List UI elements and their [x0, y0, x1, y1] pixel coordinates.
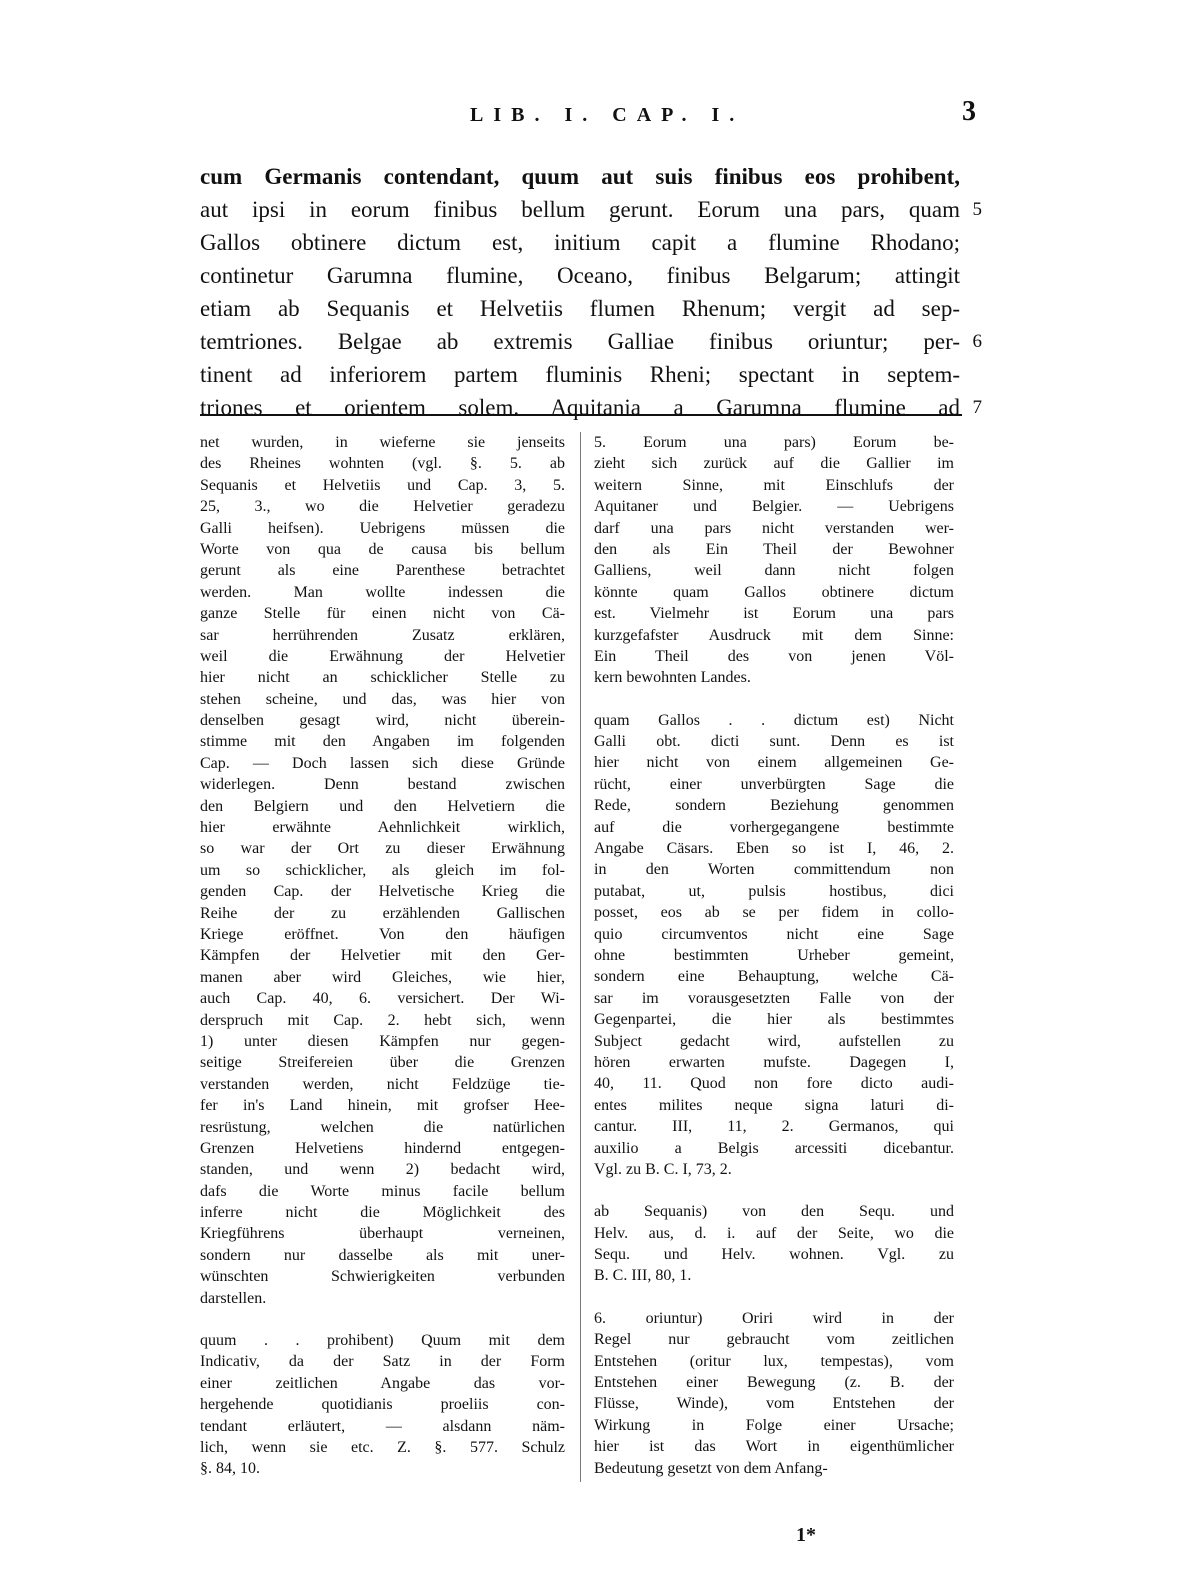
note-line: hier nicht von einem allgemeinen Ge-: [594, 754, 954, 772]
note-line: rücht, einer unverbürgten Sage die: [594, 775, 954, 793]
note-line: sondern nur dasselbe als mit uner-: [200, 1246, 565, 1264]
note-line: Bedeutung gesetzt von dem Anfang-: [594, 1459, 828, 1477]
note-line: Subject gedacht wird, aufstellen zu: [594, 1032, 954, 1050]
note-line: den Belgiern und den Helvetiern die: [200, 797, 565, 815]
note-line: tendant erläutert, — alsdann näm-: [200, 1417, 565, 1435]
main-line: [200, 391, 982, 424]
note-gap: [594, 689, 954, 710]
note-line: Indicativ, da der Satz in der Form: [200, 1353, 565, 1371]
note-line: Reihe der zu erzählenden Gallischen: [200, 904, 565, 922]
note-line: hören erwarten mufste. Dagegen I,: [594, 1053, 954, 1071]
page-number: 3: [962, 96, 976, 127]
note-line: posset, eos ab se per fidem in collo-: [594, 904, 954, 922]
note-line: denselben gesagt wird, nicht überein-: [200, 712, 565, 730]
note-line: auf die vorhergegangene bestimmte: [594, 818, 954, 836]
note-line: des Rheines wohnten (vgl. §. 5. ab: [200, 455, 565, 473]
note-eorum-una-pars: [594, 432, 954, 689]
note-line: manen aber wird Gleiches, wie hier,: [200, 968, 565, 986]
note-line: weitern Sinne, mit Einschlufs der: [594, 476, 954, 494]
note-line: Ein Theil des von jenen Völ-: [594, 647, 954, 665]
note-line: kurzgefafster Ausdruck mit dem Sinne:: [594, 626, 954, 644]
note-line: lich, wenn sie etc. Z. §. 577. Schulz: [200, 1438, 565, 1456]
note-line: Entstehen einer Bewegung (z. B. der: [594, 1374, 954, 1392]
note-line: hergehende quotidianis proeliis con-: [200, 1396, 565, 1414]
note-line: auch Cap. 40, 6. versichert. Der Wi-: [200, 990, 565, 1008]
note-line: 25, 3., wo die Helvetier geradezu: [200, 498, 565, 516]
note-line: putabat, ut, pulsis hostibus, dici: [594, 882, 954, 900]
note-line: quum . . prohibent) Quum mit dem: [200, 1332, 565, 1350]
note-line: Kriege eröffnet. Von den häufigen: [200, 925, 565, 943]
notes-right-column: [594, 432, 954, 1479]
notes-left-column: [200, 432, 565, 1480]
note-line: standen, und wenn 2) bedacht wird,: [200, 1161, 565, 1179]
column-rule: [580, 432, 581, 1482]
note-line: est. Vielmehr ist Eorum una pars: [594, 605, 954, 623]
note-line: Vgl. zu B. C. I, 73, 2.: [594, 1160, 732, 1178]
note-line: seitige Streifereien über die Grenzen: [200, 1054, 565, 1072]
note-line: könnte quam Gallos obtinere dictum: [594, 583, 954, 601]
note-line: genden Cap. der Helvetische Krieg die: [200, 883, 565, 901]
note-line: widerlegen. Denn bestand zwischen: [200, 776, 565, 794]
note-line: darf una pars nicht verstanden wer-: [594, 519, 954, 537]
note-line: Sequanis et Helvetiis und Cap. 3, 5.: [200, 476, 565, 494]
main-line: continetur Garumna flumine, Oceano, finibus Belgarum; attingit: [200, 263, 960, 288]
note-line: net wurden, in wieferne sie jenseits: [200, 434, 565, 451]
note-line: Kriegführens überhaupt verneinen,: [200, 1225, 565, 1243]
note-line: Galliens, weil dann nicht folgen: [594, 562, 954, 580]
note-line: quio circumventos nicht eine Sage: [594, 925, 954, 943]
main-line: cum Germanis contendant, quum aut suis finibus eos prohibent,: [200, 164, 960, 189]
note-line: ab Sequanis) von den Sequ. und: [594, 1203, 954, 1221]
note-line: so war der Ort zu dieser Erwähnung: [200, 840, 565, 858]
main-line-text: aut ipsi in eorum finibus bellum gerunt. Eorum una pars, quam: [200, 197, 960, 222]
note-line: sondern eine Behauptung, welche Cä-: [594, 968, 954, 986]
note-line: einer zeitlichen Angabe das vor-: [200, 1374, 565, 1392]
note-line: Worte von qua de causa bis bellum: [200, 540, 565, 558]
note-gap: [594, 1287, 954, 1308]
note-line: Gegenpartei, die hier als bestimmtes: [594, 1011, 954, 1029]
running-head: LIB. I. CAP. I.: [470, 104, 745, 126]
note-line: in den Worten committendum non: [594, 861, 954, 879]
main-line: [200, 193, 982, 226]
note-line: Kämpfen der Helvetier mit den Ger-: [200, 947, 565, 965]
note-line: wünschten Schwierigkeiten verbunden: [200, 1268, 565, 1286]
note-line: dafs die Worte minus facile bellum: [200, 1182, 565, 1200]
note-line: hier ist das Wort in eigenthümlicher: [594, 1438, 954, 1456]
section-number: 6: [972, 331, 982, 352]
note-line: Entstehen (oritur lux, tempestas), vom: [594, 1352, 954, 1370]
note-line: werden. Man wollte indessen die: [200, 583, 565, 601]
main-latin-text: [200, 160, 982, 424]
note-line: hier erwähnte Aehnlichkeit wirklich,: [200, 819, 565, 837]
note-line: zieht sich zurück auf die Gallier im: [594, 455, 954, 473]
note-line: Helv. aus, d. i. auf der Seite, wo die: [594, 1224, 954, 1242]
note-line: verstanden werden, nicht Feldzüge tie-: [200, 1075, 565, 1093]
note-line: cantur. III, 11, 2. Germanos, qui: [594, 1118, 954, 1136]
signature-mark: 1*: [796, 1524, 816, 1546]
note-line: um so schicklicher, als gleich im fol-: [200, 861, 565, 879]
main-line-text: temtriones. Belgae ab extremis Galliae finibus oriuntur; per-: [200, 329, 960, 354]
note-line: Rede, sondern Beziehung genommen: [594, 797, 954, 815]
note-line: B. C. III, 80, 1.: [594, 1267, 692, 1285]
note-line: derspruch mit Cap. 2. hebt sich, wenn: [200, 1011, 565, 1029]
note-line: Galli obt. dicti sunt. Denn es ist: [594, 733, 954, 751]
note-line: Galli heifsen). Uebrigens müssen die: [200, 519, 565, 537]
main-line: tinent ad inferiorem partem fluminis Rheni; spectant in septem-: [200, 362, 960, 387]
note-line: §. 84, 10.: [200, 1460, 260, 1478]
main-line: Gallos obtinere dictum est, initium capit a flumine Rhodano;: [200, 230, 960, 255]
note-quum-prohibent: [200, 1330, 565, 1480]
note-line: entes milites neque signa laturi di-: [594, 1096, 954, 1114]
note-line: fer in's Land hinein, mit grofser Hee-: [200, 1097, 565, 1115]
note-line: weil die Erwähnung der Helvetier: [200, 647, 565, 665]
note-gap: [200, 1309, 565, 1330]
note-line: auxilio a Belgis arcessiti dicebantur.: [594, 1139, 954, 1157]
note-line: Grenzen Helvetiens hindernd entgegen-: [200, 1139, 565, 1157]
note-line: hier nicht an schicklicher Stelle zu: [200, 669, 565, 687]
note-line: 1) unter diesen Kämpfen nur gegen-: [200, 1032, 565, 1050]
note-line: stehen scheine, und das, was hier von: [200, 690, 565, 708]
note-ab-sequanis: [594, 1201, 954, 1287]
note-line: kern bewohnten Landes.: [594, 669, 751, 687]
note-line: Regel nur gebraucht vom zeitlichen: [594, 1331, 954, 1349]
note-line: sar herrührenden Zusatz erklären,: [200, 626, 565, 644]
note-line: ohne bestimmten Urheber gemeint,: [594, 946, 954, 964]
note-line: stimme mit den Angaben im folgenden: [200, 733, 565, 751]
note-line: darstellen.: [200, 1289, 267, 1307]
note-quam-gallos: [594, 710, 954, 1181]
note-line: den als Ein Theil der Bewohner: [594, 540, 954, 558]
note-oriuntur: [594, 1308, 954, 1479]
note-line: 40, 11. Quod non fore dicto audi-: [594, 1075, 954, 1093]
note-line: 6. oriuntur) Oriri wird in der: [594, 1309, 954, 1327]
note-line: Sequ. und Helv. wohnen. Vgl. zu: [594, 1246, 954, 1264]
note-line: gerunt als eine Parenthese betrachtet: [200, 562, 565, 580]
note-line: Aquitaner und Belgier. — Uebrigens: [594, 498, 954, 516]
main-line-text: triones et orientem solem. Aquitania a Garumna flumine ad: [200, 395, 960, 420]
section-number: 7: [972, 397, 982, 418]
note-line: Wirkung in Folge einer Ursache;: [594, 1416, 954, 1434]
text-divider: [200, 414, 962, 416]
note-line: 5. Eorum una pars) Eorum be-: [594, 434, 954, 451]
note-line: Cap. — Doch lassen sich diese Gründe: [200, 754, 565, 772]
note-line: resrüstung, welchen die natürlichen: [200, 1118, 565, 1136]
note-line: sar im vorausgesetzten Falle von der: [594, 989, 954, 1007]
section-number: 5: [972, 199, 982, 220]
note-line: quam Gallos . . dictum est) Nicht: [594, 711, 954, 729]
note-line: inferre nicht die Möglichkeit des: [200, 1204, 565, 1222]
note-gap: [594, 1180, 954, 1201]
note-line: Angabe Cäsars. Eben so ist I, 46, 2.: [594, 840, 954, 858]
main-line: etiam ab Sequanis et Helvetiis flumen Rhenum; vergit ad sep-: [200, 296, 960, 321]
note-line: ganze Stelle für einen nicht von Cä-: [200, 605, 565, 623]
note-continuation: [200, 432, 565, 1309]
main-line: [200, 325, 982, 358]
note-line: Flüsse, Winde), vom Entstehen der: [594, 1395, 954, 1413]
